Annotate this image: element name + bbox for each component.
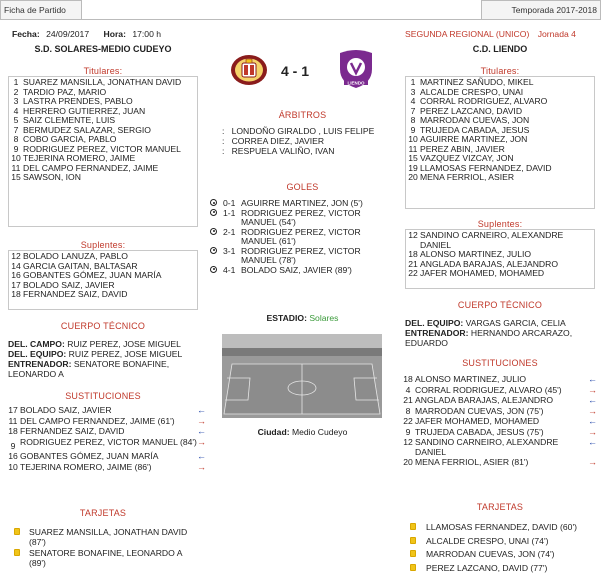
staff-row: DEL. EQUIPO: RUIZ PEREZ, JOSE MIGUEL	[8, 349, 183, 359]
list-item[interactable]: 2 TARDIO PAZ, MARIO	[13, 86, 107, 97]
list-item[interactable]: 12 SANDINO CARNEIRO, ALEXANDRE DANIEL	[408, 230, 564, 250]
list-item[interactable]: 8 COBO GARCIA, PABLO	[13, 134, 117, 144]
goles-list	[210, 199, 390, 275]
home-sust-title: SUSTITUCIONES	[65, 391, 141, 401]
list-item[interactable]: 10 AGUIRRE MARTINEZ, JON	[408, 134, 528, 144]
competition-name: SEGUNDA REGIONAL (UNICO)	[405, 29, 530, 39]
list-item: 2-1 RODRIGUEZ PEREZ, VICTOR MANUEL (61')	[210, 228, 390, 247]
list-item[interactable]: 4 CORRAL RODRIGUEZ, ALVARO	[410, 96, 548, 106]
tab-temporada[interactable]: Temporada 2017-2018	[481, 0, 601, 20]
estadio-name[interactable]: Solares	[309, 313, 339, 323]
list-item[interactable]: 8 MARRODAN CUEVAS, JON	[410, 115, 530, 125]
fecha-value: 24/09/2017	[46, 29, 90, 39]
list-item[interactable]: 7 PEREZ LAZCANO, DAVID	[410, 105, 523, 116]
home-titulares-title: Titulares:	[83, 66, 123, 76]
ciudad-name: Medio Cudeyo	[291, 427, 348, 437]
list-item[interactable]: 11 DEL CAMPO FERNANDEZ, JAIME	[11, 162, 159, 173]
list-item[interactable]: MARRODAN CUEVAS, JON (74')	[410, 549, 595, 560]
list-item[interactable]: 17 BOLADO SAIZ, JAVIER ←	[8, 405, 206, 415]
list-item: 4-1 BOLADO SAIZ, JAVIER (89')	[210, 266, 390, 276]
arrow-in-icon: ←	[588, 395, 597, 405]
football-icon	[210, 209, 217, 216]
match-date-time	[12, 29, 161, 39]
list-item[interactable]: 4 CORRAL RODRIGUEZ, ALVARO (45') →	[405, 384, 597, 395]
list-item: : RESPUELA VALIÑO, IVAN	[222, 146, 335, 156]
arrow-out-icon: →	[197, 461, 206, 472]
list-item[interactable]: 18 FERNANDEZ SAIZ, DAVID ←	[8, 426, 206, 436]
list-item[interactable]: 21 ANGLADA BARAJAS, ALEJANDRO ←	[403, 395, 597, 405]
list-item[interactable]: 9 RODRIGUEZ PEREZ, VICTOR MANUEL (84') →	[10, 436, 206, 451]
home-sust-list	[6, 406, 206, 472]
fecha-label: Fecha:	[12, 29, 40, 39]
list-item[interactable]: 18 FERNANDEZ SAIZ, DAVID	[11, 289, 128, 299]
yellow-card-icon	[14, 528, 20, 535]
list-item[interactable]: 9 RODRIGUEZ PEREZ, VICTOR MANUEL	[13, 143, 181, 154]
list-item: 1-1 RODRIGUEZ PEREZ, VICTOR MANUEL (54')	[210, 209, 390, 228]
svg-text:LIENDO: LIENDO	[347, 80, 365, 86]
list-item[interactable]: 5 SAIZ CLEMENTE, LUIS	[13, 115, 116, 125]
list-item[interactable]: 18 ALONSO MARTINEZ, JULIO ←	[403, 374, 597, 384]
yellow-card-icon	[410, 523, 416, 530]
list-item[interactable]: 3 ALCALDE CRESPO, UNAI	[410, 86, 524, 97]
list-item[interactable]: 14 GARCIA GAITAN, BALTASAR	[11, 260, 138, 271]
arbitros-title: ÁRBITROS	[278, 110, 327, 120]
arrow-out-icon: →	[197, 415, 206, 426]
away-suplentes-list	[405, 229, 595, 289]
yellow-card-icon	[410, 564, 416, 571]
hora-value: 17:00 h	[132, 29, 162, 39]
list-item[interactable]: 18 ALONSO MARTINEZ, JULIO	[408, 249, 532, 259]
list-item[interactable]: 12 BOLADO LANUZA, PABLO	[11, 251, 128, 261]
list-item[interactable]: 15 VAZQUEZ VIZCAY, JON	[408, 153, 514, 163]
yellow-card-icon	[410, 550, 416, 557]
list-item[interactable]: 10 TEJERINA ROMERO, JAIME (86') →	[8, 461, 206, 472]
home-suplentes-title: Suplentes:	[80, 240, 126, 250]
list-item[interactable]: 7 BERMUDEZ SALAZAR, SERGIO	[13, 124, 151, 135]
list-item[interactable]: PEREZ LAZCANO, DAVID (77')	[410, 563, 595, 574]
list-item: : CORREA DIEZ, JAVIER	[222, 136, 325, 146]
home-cuerpo-list	[8, 339, 203, 379]
list-item[interactable]: 1 SUAREZ MANSILLA, JONATHAN DAVID	[13, 77, 182, 87]
home-cuerpo-title: CUERPO TÉCNICO	[60, 321, 146, 331]
stadium-image	[222, 334, 382, 418]
list-item[interactable]: 20 MENA FERRIOL, ASIER	[408, 172, 515, 182]
goles-title: GOLES	[286, 182, 319, 192]
away-team-name[interactable]: C.D. LIENDO	[472, 44, 528, 54]
arrow-in-icon: ←	[197, 405, 206, 415]
list-item[interactable]: SENATORE BONAFINE, LEONARDO A (89')	[14, 549, 199, 568]
estadio-info	[210, 313, 395, 323]
staff-row: ENTRENADOR: HERNANDO ARCARAZO, EDUARDO	[405, 328, 573, 348]
arrow-out-icon: →	[588, 384, 597, 395]
tab-divider	[0, 19, 601, 20]
football-icon	[210, 247, 217, 254]
match-score: 4 - 1	[281, 63, 310, 79]
list-item[interactable]: 15 SAWSON, ION	[11, 172, 81, 182]
away-team-crest	[336, 47, 376, 91]
ciudad-info	[210, 427, 395, 437]
list-item[interactable]: 16 GOBANTES GÓMEZ, JUAN MARÍA	[11, 270, 162, 280]
football-icon	[210, 266, 217, 273]
list-item[interactable]: 16 GOBANTES GÓMEZ, JUAN MARÍA ←	[8, 451, 206, 461]
list-item[interactable]: 9 TRUJEDA CABADA, JESUS (75') →	[405, 426, 597, 437]
home-team-name[interactable]: S.D. SOLARES-MEDIO CUDEYO	[34, 44, 172, 54]
away-cuerpo-list	[405, 318, 595, 348]
arrow-out-icon: →	[588, 405, 597, 416]
arrow-out-icon: →	[588, 457, 597, 467]
hora-label: Hora:	[103, 29, 126, 39]
jornada: Jornada 4	[537, 29, 576, 39]
football-icon	[210, 228, 217, 235]
arrow-in-icon: ←	[588, 374, 597, 384]
competition-info	[405, 29, 576, 39]
list-item[interactable]: SUAREZ MANSILLA, JONATHAN DAVID (87')	[14, 528, 199, 547]
arrow-in-icon: ←	[197, 426, 206, 436]
list-item[interactable]: ALCALDE CRESPO, UNAI (74')	[410, 536, 595, 547]
list-item[interactable]: 17 BOLADO SAIZ, JAVIER	[11, 279, 115, 290]
list-item[interactable]: LLAMOSAS FERNANDEZ, DAVID (60')	[410, 522, 595, 533]
list-item[interactable]: 19 LLAMOSAS FERNANDEZ, DAVID	[408, 162, 552, 173]
arbitros-list	[222, 126, 402, 156]
home-team-crest	[229, 53, 269, 89]
arrow-out-icon: →	[197, 436, 206, 447]
list-item: 3-1 RODRIGUEZ PEREZ, VICTOR MANUEL (78')	[210, 247, 390, 266]
yellow-card-icon	[410, 537, 416, 544]
away-sust-list	[401, 375, 597, 468]
arrow-out-icon: →	[588, 426, 597, 437]
away-titulares-title: Titulares:	[480, 66, 520, 76]
away-titulares-list	[405, 76, 595, 209]
list-item: 0-1 AGUIRRE MARTINEZ, JON (5')	[210, 199, 390, 209]
list-item[interactable]: 22 JAFER MOHAMED, MOHAMED	[408, 268, 545, 278]
list-item[interactable]: 4 HERRERO GUTIERREZ, JUAN	[13, 105, 146, 116]
away-suplentes-title: Suplentes:	[477, 219, 523, 229]
list-item: : LONDOÑO GIRALDO , LUIS FELIPE	[222, 126, 375, 136]
staff-row: ENTRENADOR: SENATORE BONAFINE, LEONARDO A	[8, 359, 170, 379]
staff-row: DEL. CAMPO: RUIZ PEREZ, JOSE MIGUEL	[8, 339, 181, 349]
list-item[interactable]: 3 LASTRA PRENDES, PABLO	[13, 96, 133, 106]
home-suplentes-list	[8, 250, 198, 310]
list-item[interactable]: 9 TRUJEDA CABADA, JESUS	[410, 124, 530, 135]
ciudad-label: Ciudad:	[257, 427, 290, 437]
arrow-in-icon: ←	[588, 416, 597, 426]
estadio-label: ESTADIO:	[266, 313, 307, 323]
yellow-card-icon	[14, 549, 20, 556]
list-item[interactable]: 22 JAFER MOHAMED, MOHAMED ←	[403, 416, 597, 426]
away-sust-title: SUSTITUCIONES	[462, 358, 538, 368]
list-item[interactable]: 21 ANGLADA BARAJAS, ALEJANDRO	[408, 258, 559, 269]
football-icon	[210, 199, 217, 206]
list-item[interactable]: 8 MARRODAN CUEVAS, JON (75') →	[405, 405, 597, 416]
staff-row: DEL. EQUIPO: VARGAS GARCIA, CELIA	[405, 318, 566, 328]
home-tarjetas-list	[14, 528, 199, 568]
tab-ficha-partido[interactable]: Ficha de Partido	[0, 0, 82, 20]
home-tarjetas-title: TARJETAS	[79, 508, 127, 518]
away-tarjetas-list	[410, 522, 595, 573]
list-item[interactable]: 11 PEREZ ABIN, JAVIER	[408, 143, 505, 154]
list-item[interactable]: 10 TEJERINA ROMERO, JAIME	[11, 153, 136, 163]
list-item[interactable]: 20 MENA FERRIOL, ASIER (81') →	[403, 457, 597, 467]
away-cuerpo-title: CUERPO TÉCNICO	[457, 300, 543, 310]
list-item[interactable]: 1 MARTINEZ SAÑUDO, MIKEL	[410, 77, 534, 87]
away-tarjetas-title: TARJETAS	[476, 502, 524, 512]
arrow-in-icon: ←	[588, 437, 597, 447]
list-item[interactable]: 11 DEL CAMPO FERNANDEZ, JAIME (61') →	[8, 415, 206, 426]
arrow-in-icon: ←	[197, 451, 206, 461]
home-titulares-list	[8, 76, 198, 227]
list-item[interactable]: 12 SANDINO CARNEIRO, ALEXANDRE DANIEL ←	[403, 437, 597, 457]
